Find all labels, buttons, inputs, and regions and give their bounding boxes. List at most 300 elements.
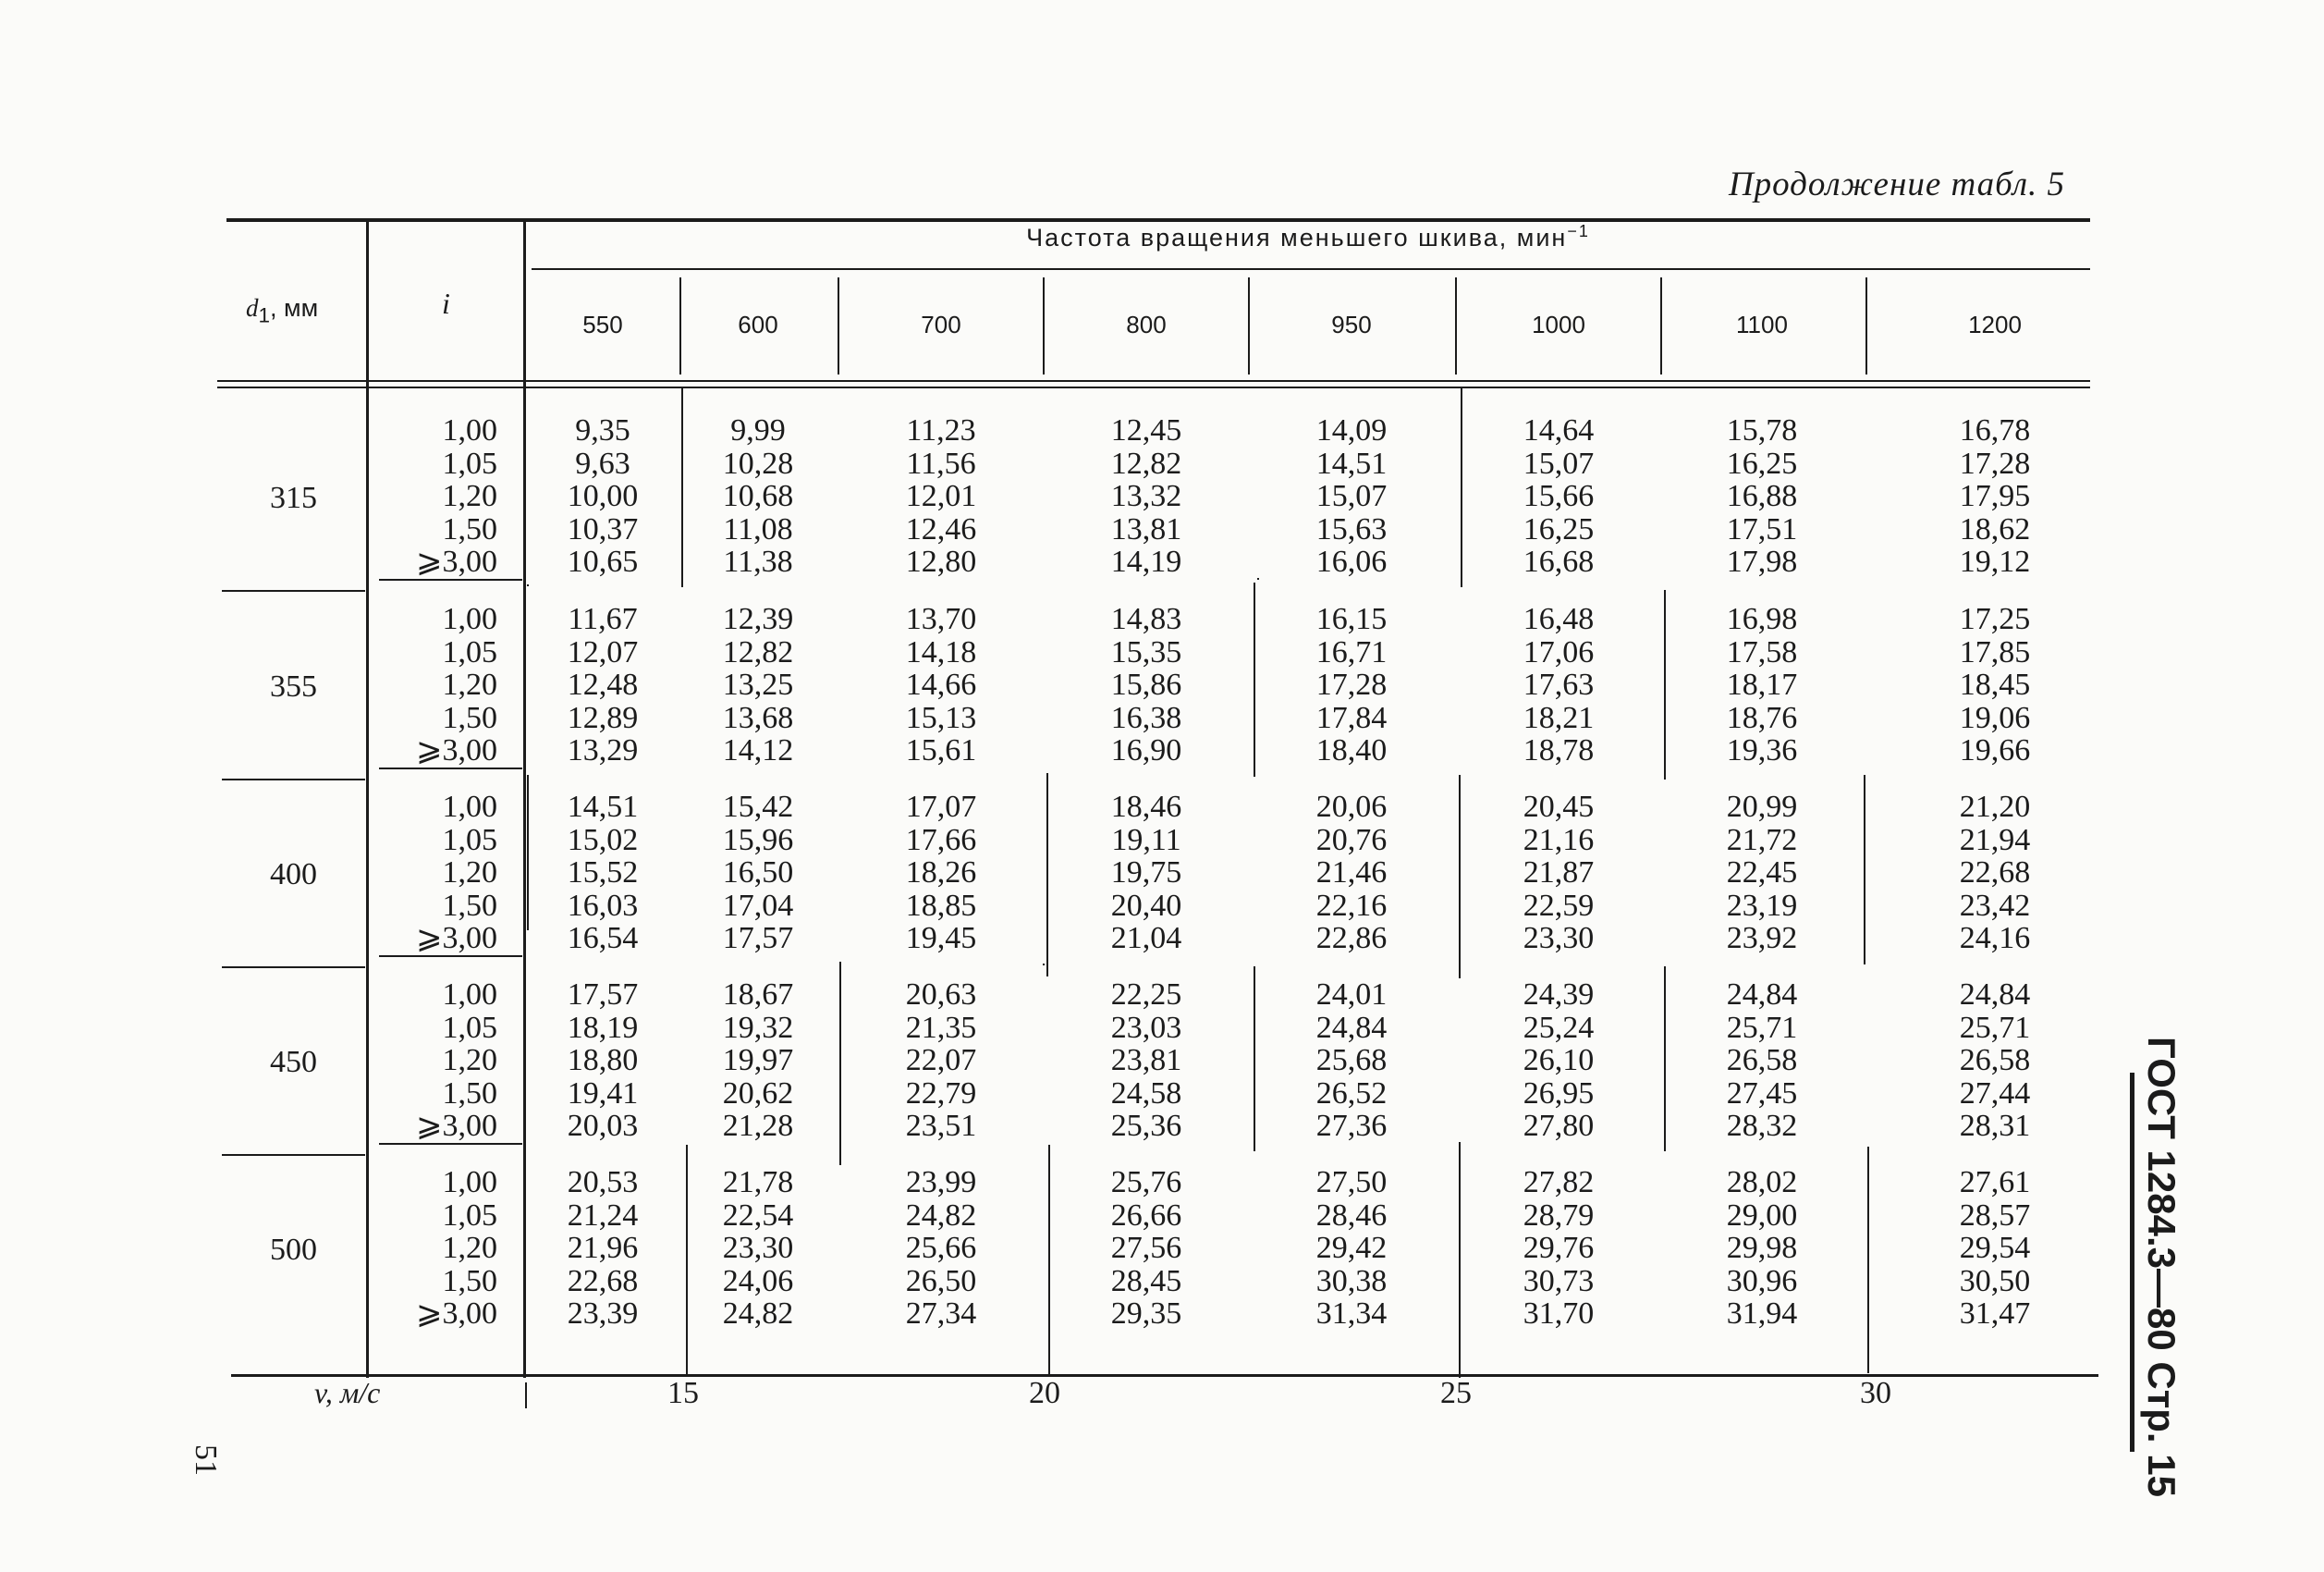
- table-cell: 25,71: [1959, 1010, 2031, 1045]
- table-cell: 12,39: [722, 602, 794, 636]
- velocity-tick-30: 30: [1860, 1376, 1891, 1410]
- table-cell: 18,76: [1726, 700, 1798, 735]
- table-cell: 17,06: [1523, 634, 1595, 669]
- i-value: 1,20: [442, 479, 497, 513]
- velocity-marker: [525, 1382, 527, 1408]
- table-cell: 22,54: [722, 1197, 794, 1233]
- speed-col-6: 1100: [1736, 311, 1788, 338]
- value-column: [876, 1166, 1006, 1331]
- value-column: [1287, 414, 1416, 579]
- table-cell: 19,36: [1726, 733, 1798, 768]
- table-cell: 20,53: [567, 1165, 639, 1199]
- i-value: 1,20: [442, 1231, 497, 1265]
- table-cell: 12,82: [1110, 446, 1182, 481]
- table-cell: 13,29: [567, 733, 639, 768]
- table-cell: 30,96: [1726, 1263, 1798, 1298]
- value-column: [1930, 1166, 2060, 1331]
- table-cell: 18,78: [1523, 733, 1595, 768]
- value-column: [1930, 978, 2060, 1143]
- table-cell: 10,28: [722, 446, 794, 481]
- header-col-divider: [1043, 277, 1045, 375]
- bottom-rule: [231, 1374, 2098, 1377]
- zone-line: [1254, 966, 1255, 1151]
- table-cell: 24,16: [1959, 921, 2031, 955]
- i-value: ⩾3,00: [416, 545, 497, 579]
- table-cell: 18,19: [567, 1010, 639, 1045]
- i-value: ⩾3,00: [416, 921, 497, 955]
- table-cell: 13,25: [722, 668, 794, 702]
- table-cell: 24,84: [1959, 977, 2031, 1012]
- side-label: ГОСТ 1284.3—80 Стр. 15: [2140, 1037, 2183, 1497]
- table-cell: 14,18: [905, 634, 977, 669]
- table-cell: 21,35: [905, 1010, 977, 1045]
- speed-col-7: 1200: [1968, 311, 2022, 338]
- group-separator: [379, 955, 522, 957]
- table-cell: 28,02: [1726, 1165, 1798, 1199]
- value-column: [1082, 1166, 1211, 1331]
- table-cell: 9,99: [730, 413, 786, 448]
- value-column: [538, 978, 667, 1143]
- table-cell: 17,51: [1726, 511, 1798, 547]
- group-separator: [222, 1154, 365, 1156]
- i-value: 1,00: [442, 977, 497, 1012]
- value-column: [1930, 791, 2060, 955]
- table-cell: 23,03: [1110, 1010, 1182, 1045]
- d1-value: 450: [270, 1045, 317, 1079]
- table-cell: 25,76: [1110, 1165, 1182, 1199]
- value-column: [876, 978, 1006, 1143]
- table-cell: 27,45: [1726, 1075, 1798, 1111]
- d1-value: 355: [270, 669, 317, 704]
- value-column: [538, 603, 667, 768]
- table-cell: 21,16: [1523, 822, 1595, 857]
- table-cell: 27,61: [1959, 1165, 2031, 1199]
- table-cell: 19,75: [1110, 855, 1182, 890]
- table-cell: 20,40: [1110, 888, 1182, 923]
- table-cell: 14,09: [1315, 413, 1388, 448]
- group-separator: [222, 966, 365, 968]
- table-cell: 18,45: [1959, 668, 2031, 702]
- table-cell: 27,80: [1523, 1109, 1595, 1143]
- table-cell: 21,04: [1110, 921, 1182, 955]
- i-value: 1,20: [442, 668, 497, 702]
- table-cell: 20,63: [905, 977, 977, 1012]
- table-cell: 15,96: [722, 822, 794, 857]
- zone-line: [1459, 1142, 1461, 1378]
- zone-line: [839, 962, 841, 1165]
- table-cell: 10,37: [567, 511, 639, 547]
- i-value: 1,05: [442, 1197, 497, 1233]
- d1-value: 315: [270, 481, 317, 515]
- table-cell: 27,44: [1959, 1075, 2031, 1111]
- value-column: [693, 1166, 823, 1331]
- table-cell: 10,00: [567, 479, 639, 513]
- table-cell: 10,68: [722, 479, 794, 513]
- table-cell: 24,84: [1726, 977, 1798, 1012]
- table-cell: 31,70: [1523, 1296, 1595, 1331]
- table-caption: Продолжение табл. 5: [1728, 166, 2065, 203]
- side-label-rule-left: [2130, 1073, 2134, 1452]
- table-cell: 23,39: [567, 1296, 639, 1331]
- speed-col-5: 1000: [1532, 311, 1585, 338]
- table-cell: 30,50: [1959, 1263, 2031, 1298]
- value-column: [693, 978, 823, 1143]
- table-cell: 27,34: [905, 1296, 977, 1331]
- table-cell: 16,25: [1726, 446, 1798, 481]
- table-cell: 11,08: [723, 511, 793, 547]
- table-cell: 17,66: [905, 822, 977, 857]
- table-cell: 21,78: [722, 1165, 794, 1199]
- value-column: [693, 603, 823, 768]
- table-cell: 15,78: [1726, 413, 1798, 448]
- table-cell: 28,31: [1959, 1109, 2031, 1143]
- table-cell: 21,72: [1726, 822, 1798, 857]
- value-column: [538, 791, 667, 955]
- speed-header: Частота вращения меньшего шкива, мин$^{-1}$: [1026, 222, 1590, 252]
- table-cell: 21,87: [1523, 855, 1595, 890]
- zone-line: [1257, 578, 1259, 580]
- zone-line: [1461, 388, 1462, 587]
- table-cell: 14,19: [1110, 545, 1182, 579]
- table-cell: 15,52: [567, 855, 639, 890]
- velocity-tick-25: 25: [1440, 1376, 1472, 1410]
- i-value: ⩾3,00: [416, 1296, 497, 1331]
- table-cell: 18,62: [1959, 511, 2031, 547]
- zone-line: [1664, 966, 1666, 1151]
- table-cell: 16,71: [1315, 634, 1388, 669]
- table-cell: 26,95: [1523, 1075, 1595, 1111]
- value-column: [876, 414, 1006, 579]
- table-cell: 25,24: [1523, 1010, 1595, 1045]
- speed-col-3: 800: [1126, 311, 1167, 338]
- table-cell: 23,81: [1110, 1043, 1182, 1077]
- table-cell: 24,01: [1315, 977, 1388, 1012]
- value-column: [876, 603, 1006, 768]
- header-col-divider: [838, 277, 839, 375]
- table-cell: 24,82: [722, 1296, 794, 1331]
- table-cell: 24,84: [1315, 1010, 1388, 1045]
- table-cell: 15,07: [1315, 479, 1388, 513]
- table-cell: 26,66: [1110, 1197, 1182, 1233]
- table-cell: 26,50: [905, 1263, 977, 1298]
- zone-line: [1046, 773, 1048, 976]
- header-bottom-rule-2: [217, 387, 2090, 388]
- i-values: [368, 791, 497, 955]
- table-cell: 16,50: [722, 855, 794, 890]
- i-header: i: [442, 287, 450, 320]
- table-cell: 15,13: [905, 700, 977, 735]
- zone-line: [1459, 775, 1461, 978]
- col-line-i: [523, 222, 526, 1378]
- speed-col-1: 600: [738, 311, 778, 338]
- table-cell: 31,34: [1315, 1296, 1388, 1331]
- table-cell: 28,79: [1523, 1197, 1595, 1233]
- table-cell: 19,66: [1959, 733, 2031, 768]
- table-cell: 21,20: [1959, 790, 2031, 824]
- d1-value: 400: [270, 857, 317, 891]
- table-cell: 28,46: [1315, 1197, 1388, 1233]
- table-cell: 11,56: [906, 446, 976, 481]
- table-cell: 20,76: [1315, 822, 1388, 857]
- i-value: 1,20: [442, 1043, 497, 1077]
- table-cell: 13,68: [722, 700, 794, 735]
- velocity-label: v, м/с: [314, 1376, 381, 1409]
- table-cell: 27,36: [1315, 1109, 1388, 1143]
- table-cell: 17,95: [1959, 479, 2031, 513]
- table-cell: 22,86: [1315, 921, 1388, 955]
- table-cell: 12,07: [567, 634, 639, 669]
- value-column: [693, 414, 823, 579]
- table-cell: 19,97: [722, 1043, 794, 1077]
- value-column: [1082, 978, 1211, 1143]
- value-column: [1287, 791, 1416, 955]
- value-column: [1494, 1166, 1623, 1331]
- value-column: [1494, 603, 1623, 768]
- table-cell: 30,73: [1523, 1263, 1595, 1298]
- value-column: [538, 1166, 667, 1331]
- header-col-divider: [1660, 277, 1662, 375]
- table-cell: 26,58: [1726, 1043, 1798, 1077]
- table-cell: 14,51: [567, 790, 639, 824]
- header-col-divider: [1248, 277, 1250, 375]
- table-cell: 25,68: [1315, 1043, 1388, 1077]
- table-cell: 11,23: [906, 413, 976, 448]
- d1-header: $d_1$, мм: [246, 294, 319, 327]
- i-value: 1,05: [442, 1010, 497, 1045]
- table-cell: 25,71: [1726, 1010, 1798, 1045]
- value-column: [1930, 603, 2060, 768]
- table-cell: 19,12: [1959, 545, 2031, 579]
- i-values: [368, 978, 497, 1143]
- speed-col-4: 950: [1331, 311, 1372, 338]
- table-cell: 13,81: [1110, 511, 1182, 547]
- table-cell: 23,51: [905, 1109, 977, 1143]
- table-cell: 27,82: [1523, 1165, 1595, 1199]
- value-column: [1494, 791, 1623, 955]
- velocity-tick-20: 20: [1029, 1376, 1060, 1410]
- table-cell: 22,16: [1315, 888, 1388, 923]
- value-column: [1697, 603, 1827, 768]
- zone-line: [1048, 1145, 1050, 1376]
- table-cell: 16,48: [1523, 602, 1595, 636]
- table-cell: 22,68: [567, 1263, 639, 1298]
- table-cell: 18,85: [905, 888, 977, 923]
- value-column: [1082, 603, 1211, 768]
- zone-line: [1254, 583, 1255, 777]
- table-cell: 14,66: [905, 668, 977, 702]
- table-cell: 13,32: [1110, 479, 1182, 513]
- table-cell: 12,48: [567, 668, 639, 702]
- table-cell: 24,82: [905, 1197, 977, 1233]
- table-cell: 14,64: [1523, 413, 1595, 448]
- value-column: [1697, 978, 1827, 1143]
- value-column: [1082, 414, 1211, 579]
- table-cell: 18,21: [1523, 700, 1595, 735]
- table-cell: 12,46: [905, 511, 977, 547]
- table-cell: 21,28: [722, 1109, 794, 1143]
- value-column: [538, 414, 667, 579]
- zone-line: [527, 584, 529, 586]
- table-cell: 28,57: [1959, 1197, 2031, 1233]
- table-cell: 10,65: [567, 545, 639, 579]
- table-cell: 24,39: [1523, 977, 1595, 1012]
- table-cell: 16,15: [1315, 602, 1388, 636]
- table-cell: 23,99: [905, 1165, 977, 1199]
- table-cell: 11,38: [723, 545, 793, 579]
- table-cell: 19,41: [567, 1075, 639, 1111]
- group-separator: [379, 579, 522, 581]
- table-cell: 15,42: [722, 790, 794, 824]
- table-cell: 14,83: [1110, 602, 1182, 636]
- table-cell: 24,58: [1110, 1075, 1182, 1111]
- table-cell: 19,45: [905, 921, 977, 955]
- table-cell: 15,02: [567, 822, 639, 857]
- table-cell: 29,54: [1959, 1231, 2031, 1265]
- table-cell: 15,63: [1315, 511, 1388, 547]
- table-cell: 23,19: [1726, 888, 1798, 923]
- table-cell: 22,59: [1523, 888, 1595, 923]
- table-cell: 17,57: [722, 921, 794, 955]
- table-cell: 25,66: [905, 1231, 977, 1265]
- table-cell: 22,07: [905, 1043, 977, 1077]
- i-value: 1,50: [442, 1263, 497, 1298]
- table-cell: 17,04: [722, 888, 794, 923]
- table-cell: 12,45: [1110, 413, 1182, 448]
- table-cell: 22,25: [1110, 977, 1182, 1012]
- table-cell: 16,90: [1110, 733, 1182, 768]
- table-cell: 19,32: [722, 1010, 794, 1045]
- i-value: ⩾3,00: [416, 1109, 497, 1143]
- table-cell: 17,98: [1726, 545, 1798, 579]
- table-cell: 17,07: [905, 790, 977, 824]
- table-cell: 31,94: [1726, 1296, 1798, 1331]
- table-cell: 26,10: [1523, 1043, 1595, 1077]
- table-cell: 29,35: [1110, 1296, 1182, 1331]
- value-column: [1287, 1166, 1416, 1331]
- value-column: [1287, 978, 1416, 1143]
- value-column: [1930, 414, 2060, 579]
- i-value: 1,50: [442, 511, 497, 547]
- i-value: 1,00: [442, 790, 497, 824]
- table-cell: 17,25: [1959, 602, 2031, 636]
- table-cell: 17,57: [567, 977, 639, 1012]
- speed-col-0: 550: [582, 311, 623, 338]
- header-col-divider: [1455, 277, 1457, 375]
- group-separator: [222, 590, 365, 592]
- table-cell: 23,30: [722, 1231, 794, 1265]
- table-cell: 23,92: [1726, 921, 1798, 955]
- value-column: [1697, 791, 1827, 955]
- table-cell: 21,46: [1315, 855, 1388, 890]
- i-values: [368, 603, 497, 768]
- table-cell: 27,50: [1315, 1165, 1388, 1199]
- table-cell: 28,32: [1726, 1109, 1798, 1143]
- table-cell: 26,52: [1315, 1075, 1388, 1111]
- table-cell: 25,36: [1110, 1109, 1182, 1143]
- i-value: 1,05: [442, 634, 497, 669]
- table-cell: 18,17: [1726, 668, 1798, 702]
- i-value: ⩾3,00: [416, 733, 497, 768]
- table-cell: 29,42: [1315, 1231, 1388, 1265]
- table-cell: 16,03: [567, 888, 639, 923]
- i-value: 1,20: [442, 855, 497, 890]
- i-value: 1,05: [442, 822, 497, 857]
- i-value: 1,05: [442, 446, 497, 481]
- i-value: 1,50: [442, 1075, 497, 1111]
- table-cell: 21,96: [567, 1231, 639, 1265]
- zone-line: [1867, 1147, 1869, 1373]
- speed-col-2: 700: [921, 311, 961, 338]
- table-cell: 19,11: [1111, 822, 1181, 857]
- table-cell: 24,06: [722, 1263, 794, 1298]
- table-cell: 21,24: [567, 1197, 639, 1233]
- table-cell: 22,45: [1726, 855, 1798, 890]
- group-separator: [379, 768, 522, 769]
- table-cell: 16,38: [1110, 700, 1182, 735]
- table-cell: 13,70: [905, 602, 977, 636]
- velocity-tick-15: 15: [667, 1376, 699, 1410]
- zone-line: [527, 775, 529, 930]
- table-cell: 15,86: [1110, 668, 1182, 702]
- table-cell: 20,03: [567, 1109, 639, 1143]
- table-cell: 17,85: [1959, 634, 2031, 669]
- table-cell: 20,99: [1726, 790, 1798, 824]
- table-cell: 18,80: [567, 1043, 639, 1077]
- table-cell: 16,68: [1523, 545, 1595, 579]
- table-cell: 18,67: [722, 977, 794, 1012]
- table-cell: 31,47: [1959, 1296, 2031, 1331]
- value-column: [1697, 1166, 1827, 1331]
- table-cell: 12,82: [722, 634, 794, 669]
- group-separator: [379, 1143, 522, 1145]
- header-sub-rule: [532, 268, 2090, 270]
- table-cell: 20,06: [1315, 790, 1388, 824]
- table-cell: 16,25: [1523, 511, 1595, 547]
- table-cell: 15,66: [1523, 479, 1595, 513]
- table-cell: 16,54: [567, 921, 639, 955]
- table-cell: 17,84: [1315, 700, 1388, 735]
- header-col-divider: [1865, 277, 1867, 375]
- table-cell: 15,35: [1110, 634, 1182, 669]
- table-cell: 23,30: [1523, 921, 1595, 955]
- table-cell: 12,01: [905, 479, 977, 513]
- d1-value: 500: [270, 1233, 317, 1267]
- table-cell: 12,89: [567, 700, 639, 735]
- zone-line: [686, 1145, 688, 1376]
- zone-line: [1254, 1145, 1255, 1147]
- table-cell: 20,45: [1523, 790, 1595, 824]
- table-cell: 12,80: [905, 545, 977, 579]
- zone-line: [1664, 590, 1666, 780]
- i-value: 1,00: [442, 413, 497, 448]
- zone-line: [681, 388, 683, 587]
- table-cell: 14,51: [1315, 446, 1388, 481]
- table-cell: 9,35: [575, 413, 630, 448]
- i-value: 1,00: [442, 1165, 497, 1199]
- table-cell: 26,58: [1959, 1043, 2031, 1077]
- value-column: [1494, 414, 1623, 579]
- zone-line: [1043, 964, 1045, 965]
- page-number: 51: [189, 1444, 223, 1476]
- value-column: [1082, 791, 1211, 955]
- table-cell: 16,78: [1959, 413, 2031, 448]
- value-column: [876, 791, 1006, 955]
- table-cell: 16,88: [1726, 479, 1798, 513]
- table-cell: 17,58: [1726, 634, 1798, 669]
- table-cell: 23,42: [1959, 888, 2031, 923]
- table-cell: 20,62: [722, 1075, 794, 1111]
- value-column: [1697, 414, 1827, 579]
